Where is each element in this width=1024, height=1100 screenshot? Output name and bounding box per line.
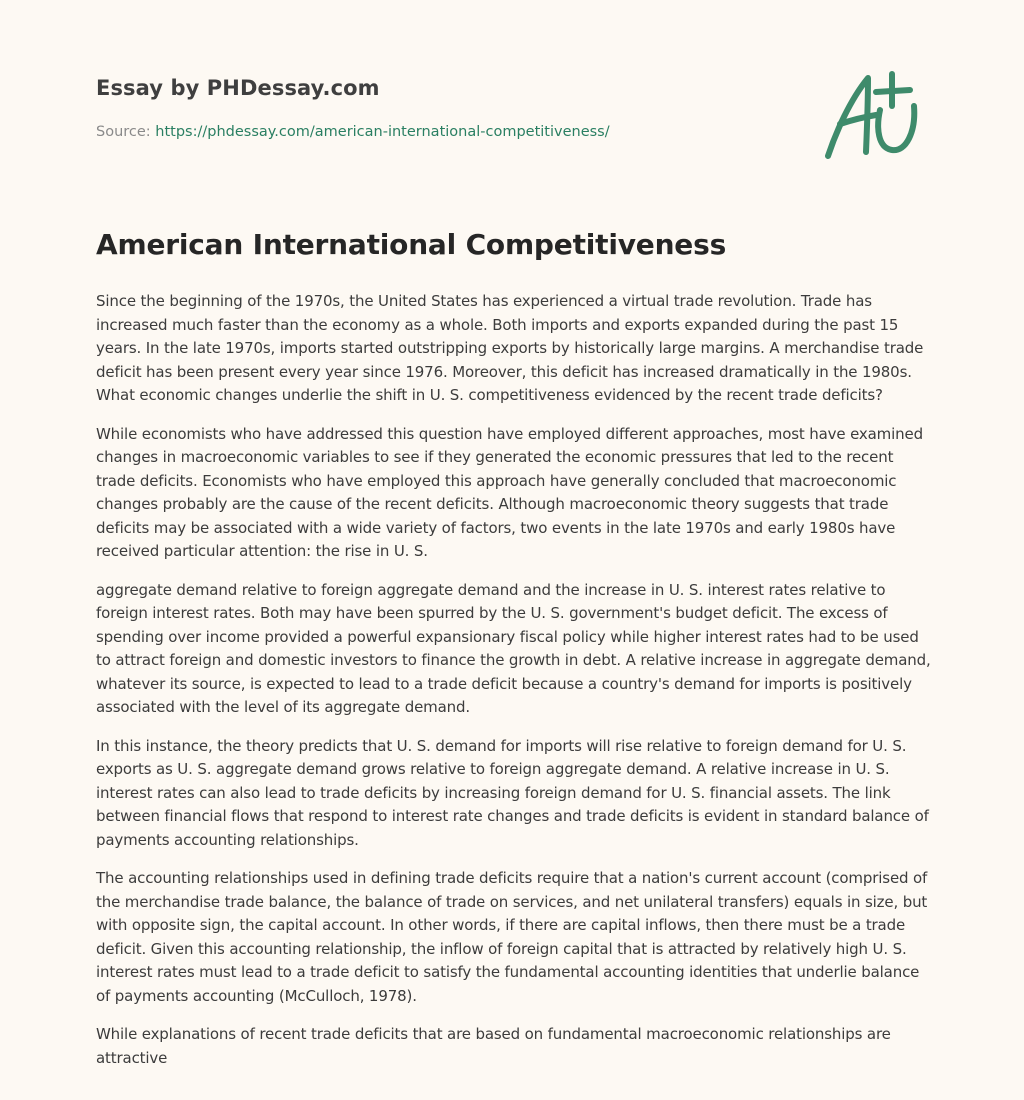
essay-paragraph: While economists who have addressed this question have employed different approaches, most have examined changes in macroeconomic variables to see if they generated the economic pressures that led to the recent trade deficits. Economists who have employed this approach have generally concluded that macroeconomic changes probably are the cause of the recent deficits. Although macroeconomic theory suggests that trade deficits may be associated with a wide variety of factors, two events in the late 1970s and early 1980s have received particular attention: the rise in U. S.	[96, 424, 923, 560]
source-link[interactable]: https://phdessay.com/american-international-competitiveness/	[155, 124, 610, 140]
essay-paragraph: Since the beginning of the 1970s, the United States has experienced a virtual trade revolution. Trade has increased much faster than the economy as a whole. Both imports and exports expanded during the past 15 years. In the late 1970s, imports started outstripping exports by historically large margins. A merchandise trade deficit has been present every year since 1976. Moreover, this deficit has increased dramatically in the 1980s. What economic changes underlie the shift in U. S. competitiveness evidenced by the recent trade deficits?	[96, 292, 924, 404]
essay-paragraph: While explanations of recent trade deficits that are based on fundamental macroeconomic relationships are attractive	[96, 1025, 891, 1067]
essay-paragraph: aggregate demand relative to foreign aggregate demand and the increase in U. S. interest rates relative to foreign interest rates. Both may have been spurred by the U. S. government's budget deficit. The excess of spending over income provided a powerful expansionary fiscal policy while higher interest rates had to be used to attract foreign and domestic investors to finance the growth in debt. A relative increase in aggregate demand, whatever its source, is expected to lead to a trade deficit because a country's demand for imports is positively associated with the level of its aggregate demand.	[96, 580, 931, 716]
a-plus-logo-icon	[822, 66, 926, 166]
site-title: Essay by PHDessay.com	[96, 76, 380, 100]
source-label: Source:	[96, 124, 156, 140]
essay-paragraph: In this instance, the theory predicts that U. S. demand for imports will rise relative to foreign demand for U. S. exports as U. S. aggregate demand grows relative to foreign aggregate demand. A relative increase in U. S. interest rates can also lead to trade deficits by increasing foreign demand for U. S. financial assets. The link between financial flows that respond to interest rate changes and trade deficits is evident in standard balance of payments accounting relationships.	[96, 736, 929, 849]
essay-title: American International Competitiveness	[96, 228, 727, 261]
essay-paragraph: The accounting relationships used in defining trade deficits require that a nation's current account (comprised of the merchandise trade balance, the balance of trade on services, and net unilateral transfers) equals in size, but with opposite sign, the capital account. In other words, if there are capital inflows, then there must be a trade deficit. Given this accounting relationship, the inflow of foreign capital that is attracted by relatively high U. S. interest rates must lead to a trade deficit to satisfy the fundamental accounting identities that underlie balance of payments accounting (McCulloch, 1978).	[96, 869, 928, 1005]
source-line	[96, 124, 610, 140]
page-header	[96, 0, 928, 200]
essay-content	[96, 226, 932, 1085]
